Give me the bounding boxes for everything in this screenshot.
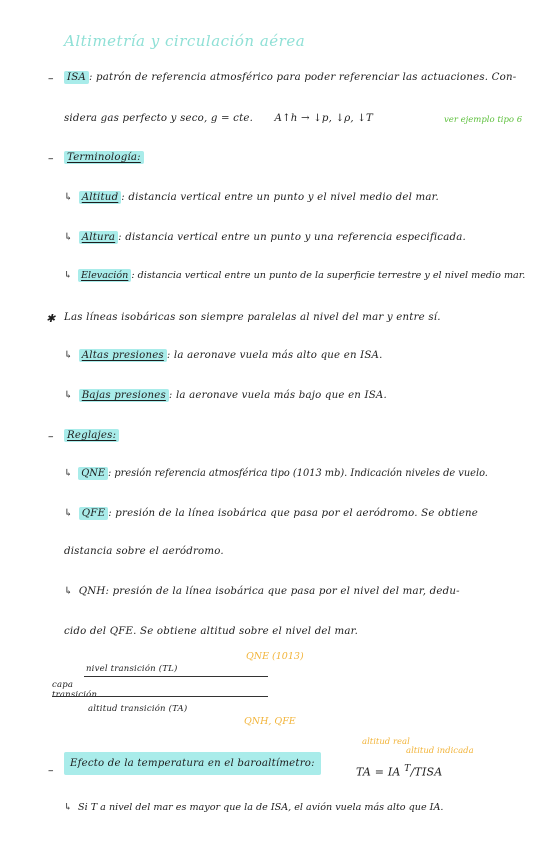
term-elevacion-label: Elevación <box>78 269 131 282</box>
term-altura-label: Altura <box>79 231 118 244</box>
qnh-text-2: cido del QFE. Se obtiene altitud sobre el nivel del mar. <box>64 626 359 637</box>
altitud-transicion-label: altitud transición (TA) <box>88 704 188 714</box>
term-elevacion-text: : distancia vertical entre un punto de la superficie terrestre y el nivel medio mar. <box>131 270 526 281</box>
arrow-icon: ↳ <box>64 270 73 281</box>
transicion-label: transición <box>52 690 98 700</box>
qfe-text-2: distancia sobre el aeródromo. <box>64 546 224 557</box>
isobaricas-line <box>64 312 441 323</box>
capa-label: capa <box>52 680 74 690</box>
qnh-line-2 <box>64 626 358 637</box>
arrow-icon: ↳ <box>64 390 73 401</box>
arrow-icon: ↳ <box>64 350 73 361</box>
altitud-transicion-line <box>52 696 268 697</box>
altas-presiones-text: : la aeronave vuela más alto que en ISA. <box>166 350 383 361</box>
page-title: Altimetría y circulación aérea <box>64 32 306 50</box>
arrow-icon: ↳ <box>64 508 73 519</box>
isa-line-1 <box>64 72 516 83</box>
isa-label: ISA <box>64 71 89 84</box>
term-altitud <box>64 192 439 203</box>
arrow-icon: ↳ <box>64 802 73 813</box>
arrow-icon: ↳ <box>64 468 73 479</box>
qfe-line-2 <box>64 546 224 557</box>
term-elevacion <box>64 270 525 281</box>
efecto-label: Efecto de la temperatura en el baroaltímetro: <box>64 752 321 775</box>
qfe-label: QFE <box>79 507 108 520</box>
terminologia-label: Terminología: <box>64 151 144 164</box>
reglajes-heading <box>64 430 119 441</box>
altas-presiones <box>64 350 383 361</box>
reglajes-label: Reglajes: <box>64 429 119 442</box>
formula-lhs: TA = IA <box>356 765 401 779</box>
efecto-item <box>64 802 443 813</box>
bullet-dash: – <box>48 430 54 443</box>
isa-note: ver ejemplo tipo 6 <box>444 115 523 125</box>
isa-text-2: sidera gas perfecto y seco, g = cte. <box>64 113 254 124</box>
efecto-formula <box>356 764 442 779</box>
term-altitud-label: Altitud <box>79 191 122 204</box>
term-altura-text: : distancia vertical entre un punto y una referencia especificada. <box>118 232 466 243</box>
arrow-icon: ↳ <box>64 586 73 597</box>
bullet-dash: – <box>48 152 54 165</box>
efecto-item-text: Si T a nivel del mar es mayor que la de ISA, el avión vuela más alto que IA. <box>78 802 444 813</box>
altas-presiones-label: Altas presiones <box>79 349 167 362</box>
isa-formula: A↑h → ↓p, ↓ρ, ↓T <box>274 113 374 124</box>
nivel-transicion-label: nivel transición (TL) <box>86 664 178 674</box>
bullet-dash: – <box>48 72 54 85</box>
formula-num: T <box>404 764 411 774</box>
term-altitud-text: : distancia vertical entre un punto y el nivel medio del mar. <box>121 192 439 203</box>
qnh-line <box>64 586 460 597</box>
efecto-heading <box>64 758 321 769</box>
qne-line <box>64 468 488 479</box>
nivel-transicion-line <box>84 676 268 677</box>
bullet-dash: – <box>48 764 54 777</box>
arrow-icon: ↳ <box>64 232 73 243</box>
qnh-note: QNH, QFE <box>244 716 296 727</box>
isa-line-2 <box>64 113 373 124</box>
qne-note: QNE (1013) <box>246 651 304 662</box>
term-altura <box>64 232 466 243</box>
altitud-real-note: altitud real <box>362 737 410 747</box>
bajas-presiones-text: : la aeronave vuela más bajo que en ISA. <box>168 390 387 401</box>
arrow-icon: ↳ <box>64 192 73 203</box>
qnh-label: QNH <box>78 586 106 597</box>
bajas-presiones-label: Bajas presiones <box>79 389 169 402</box>
isobaricas-text: Las líneas isobáricas son siempre paralelas al nivel del mar y entre sí. <box>64 312 441 323</box>
qne-text: : presión referencia atmosférica tipo (1013 mb). Indicación niveles de vuelo. <box>107 468 488 479</box>
formula-den: /TISA <box>410 765 443 779</box>
terminologia-heading <box>64 152 144 163</box>
isa-text-1: : patrón de referencia atmosférico para poder referenciar las actuaciones. Con- <box>88 72 517 83</box>
star-icon: ✱ <box>46 312 56 325</box>
bajas-presiones <box>64 390 387 401</box>
qnh-text: : presión de la línea isobárica que pasa por el nivel del mar, dedu- <box>105 586 460 597</box>
qfe-line <box>64 508 478 519</box>
altitud-indicada-note: altitud indicada <box>406 746 474 756</box>
qfe-text: : presión de la línea isobárica que pasa por el aeródromo. Se obtiene <box>108 508 479 519</box>
qne-label: QNE <box>78 467 108 480</box>
